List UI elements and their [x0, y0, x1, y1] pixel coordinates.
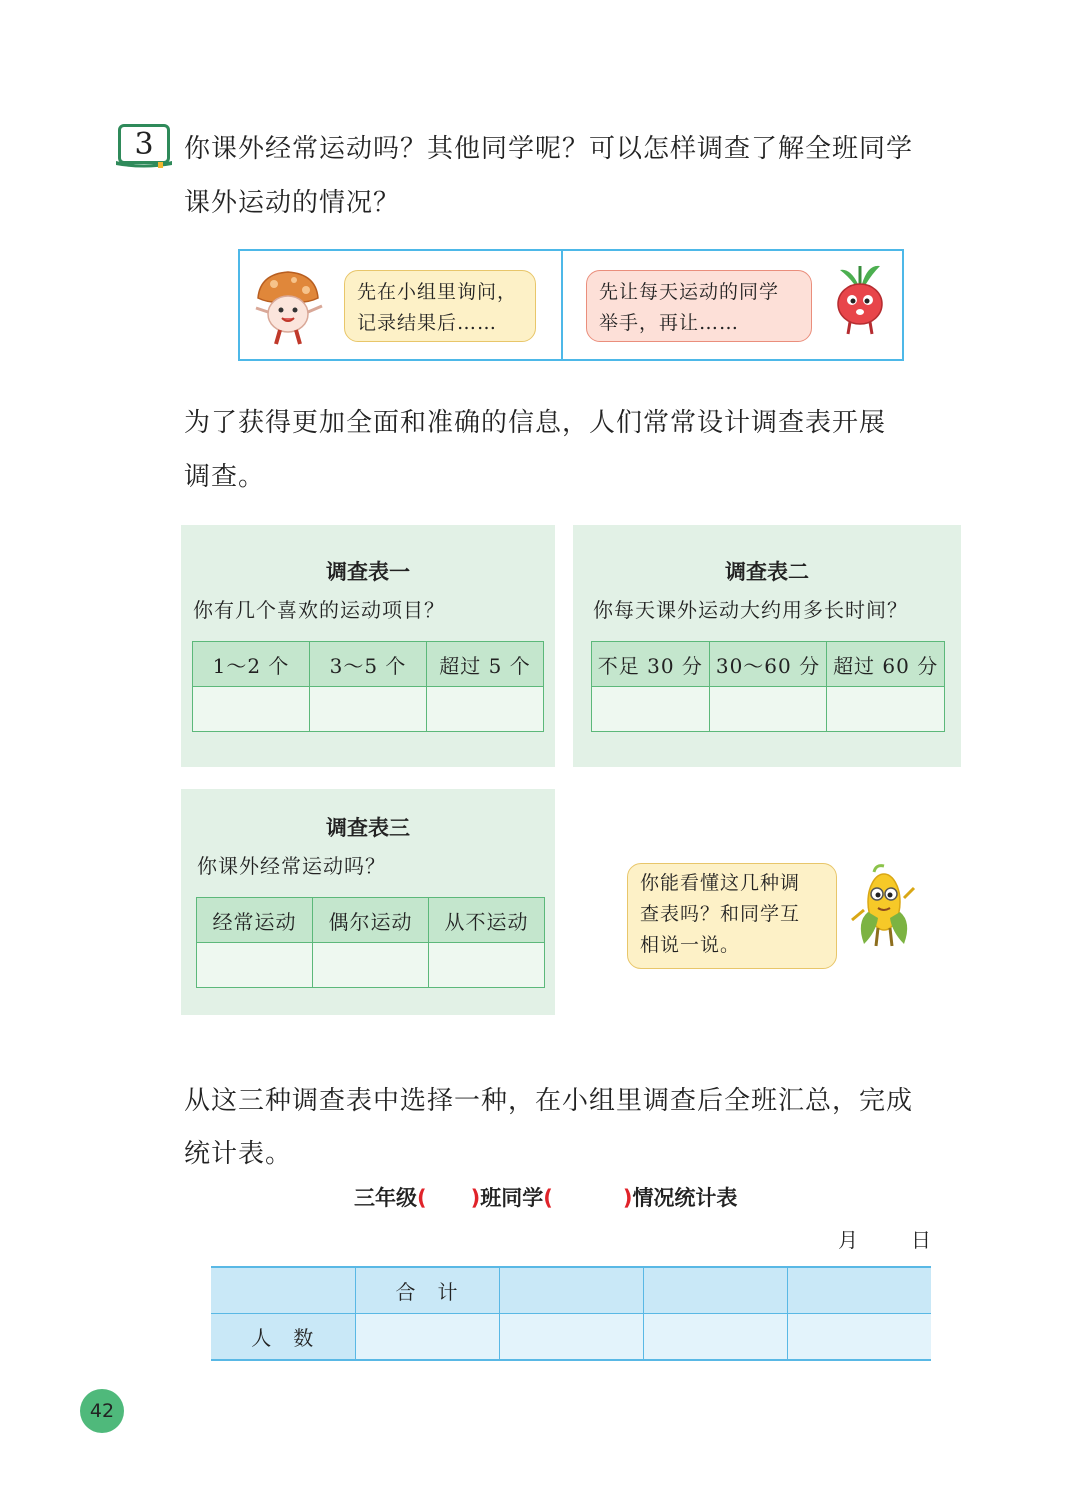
survey-1-question: 你有几个喜欢的运动项目？ [193, 598, 445, 622]
speech-bubble-left [344, 270, 536, 342]
survey-2-option-1: 不足 30 分 [592, 642, 710, 687]
survey-3-option-1: 经常运动 [197, 898, 313, 943]
survey-2-title: 调查表二 [725, 560, 809, 584]
bubble-right-line1: 先让每天运动的同学 [599, 281, 780, 303]
survey-2-blank-cell[interactable] [592, 687, 710, 732]
survey-1-blank-cell[interactable] [193, 687, 310, 732]
stat-title-grade: 三年级 [354, 1186, 417, 1210]
intro-text-line2: 调查。 [184, 462, 266, 492]
paren-close-2: ) [622, 1186, 633, 1210]
speech-bubble-corn [627, 863, 837, 969]
survey-2-blank-cell[interactable] [827, 687, 945, 732]
page-number-badge [80, 1389, 124, 1433]
survey-2-blank-cell[interactable] [709, 687, 827, 732]
survey-3-title: 调查表三 [326, 816, 410, 840]
stat-row-count [211, 1314, 931, 1361]
problem-number: 3 [134, 126, 154, 162]
corn-bubble-line1: 你能看懂这几种调 [640, 872, 801, 894]
survey-1-title: 调查表一 [326, 560, 410, 584]
corn-bubble-line2: 查表吗？和同学互 [640, 903, 801, 925]
stat-total-header: 合 计 [355, 1267, 499, 1314]
problem-number-badge [118, 124, 170, 164]
paren-close-1: ) [470, 1186, 481, 1210]
paren-open-1: ( [417, 1186, 427, 1210]
corn-bubble-line3: 相说一说。 [640, 934, 741, 956]
task-text-line1: 从这三种调查表中选择一种，在小组里调查后全班汇总，完成 [184, 1086, 914, 1116]
paren-open-2: ( [543, 1186, 553, 1210]
stat-corner-cell [211, 1267, 355, 1314]
stat-title-suffix: 情况统计表 [632, 1186, 738, 1210]
survey-2-table [591, 641, 945, 732]
corn-character-icon [846, 862, 922, 952]
bubble-right-line2: 举手，再让…… [599, 312, 740, 334]
speech-bubble-right [586, 270, 812, 342]
stat-header-blank[interactable] [499, 1267, 643, 1314]
survey-1-option-1: 1～2 个 [193, 642, 310, 687]
radish-character-icon [828, 262, 892, 336]
survey-1-table [192, 641, 544, 732]
dialog-divider [561, 249, 563, 361]
stat-header-blank[interactable] [643, 1267, 787, 1314]
survey-3-table [196, 897, 545, 988]
bubble-left-line2: 记录结果后…… [357, 312, 498, 334]
survey-3-option-2: 偶尔运动 [313, 898, 429, 943]
task-text-line2: 统计表。 [184, 1139, 293, 1169]
stat-table [211, 1266, 931, 1361]
survey-1-blank-cell[interactable] [427, 687, 544, 732]
intro-text-line1: 为了获得更加全面和准确的信息，人们常常设计调查表开展 [184, 408, 887, 438]
survey-1-option-2: 3～5 个 [310, 642, 427, 687]
survey-3-question: 你课外经常运动吗？ [197, 854, 386, 878]
stat-row-header [211, 1267, 931, 1314]
survey-3-option-3: 从不运动 [429, 898, 545, 943]
date-month: 月 [838, 1228, 858, 1252]
stat-count-blank[interactable] [643, 1314, 787, 1361]
problem-text-line2: 课外运动的情况？ [184, 188, 401, 218]
stat-title-class: 班同学 [480, 1186, 544, 1210]
survey-1-blank-cell[interactable] [310, 687, 427, 732]
survey-1-option-3: 超过 5 个 [427, 642, 544, 687]
survey-3-blank-cell[interactable] [197, 943, 313, 988]
survey-2-option-2: 30～60 分 [709, 642, 827, 687]
survey-2-option-3: 超过 60 分 [827, 642, 945, 687]
problem-text-line1: 你课外经常运动吗？其他同学呢？可以怎样调查了解全班同学 [184, 134, 914, 164]
stat-count-label: 人 数 [211, 1314, 355, 1361]
stat-count-blank[interactable] [499, 1314, 643, 1361]
stat-count-blank[interactable] [787, 1314, 931, 1361]
stat-count-blank[interactable] [355, 1314, 499, 1361]
bubble-left-line1: 先在小组里询问， [357, 281, 518, 303]
book-icon [114, 160, 174, 168]
date-day: 日 [911, 1228, 931, 1252]
mushroom-character-icon [250, 268, 328, 348]
survey-2-question: 你每天课外运动大约用多长时间？ [593, 598, 908, 622]
survey-3-blank-cell[interactable] [313, 943, 429, 988]
page-number: 42 [89, 1400, 115, 1422]
stat-table-title [354, 1182, 737, 1212]
survey-3-blank-cell[interactable] [429, 943, 545, 988]
stat-header-blank[interactable] [787, 1267, 931, 1314]
